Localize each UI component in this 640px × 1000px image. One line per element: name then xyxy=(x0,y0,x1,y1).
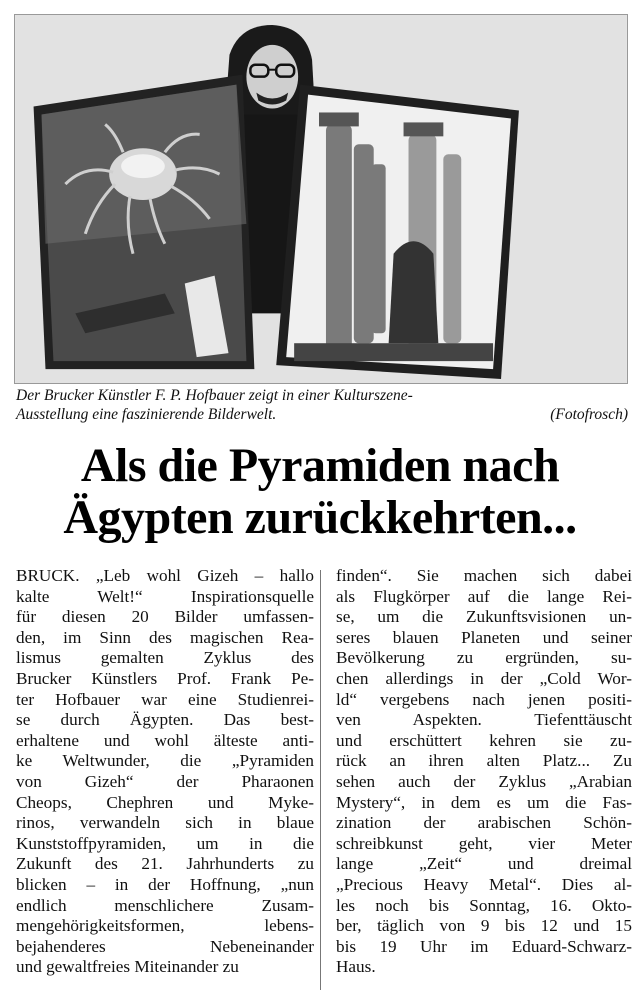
article-line: für diesen 20 Bilder umfassen- xyxy=(16,607,314,627)
article-line: den, im Sinn des magischen Rea- xyxy=(16,627,314,647)
article-line: mengehörigkeitsformen, lebens- xyxy=(16,916,314,936)
caption-line-1: Der Brucker Künstler F. P. Hofbauer zeigt in einer Kulturszene- xyxy=(16,387,413,404)
article-line: lismus gemalten Zyklus des xyxy=(16,648,314,668)
article-line: Haus. xyxy=(336,957,376,977)
article-line: ber, täglich von 9 bis 12 und 15 xyxy=(336,916,632,936)
article-column-right xyxy=(336,566,632,978)
article-line: Cheops, Chephren und Myke- xyxy=(16,792,314,812)
article-line: schreibkunst geht, vier Meter xyxy=(336,833,632,853)
caption-line-2: Ausstellung eine faszinierende Bilderwelt. xyxy=(16,406,277,423)
column-divider xyxy=(320,570,321,990)
article-line: bejahenderes Nebeneinander xyxy=(16,936,314,956)
article-line: rück an ihren alten Platz... Zu xyxy=(336,751,632,771)
article-line: sehen auch der Zyklus „Arabian xyxy=(336,771,632,791)
article-line: ter Hofbauer war eine Studienrei- xyxy=(16,689,314,709)
article-line: zination der arabischen Schön- xyxy=(336,813,632,833)
article-line: seres blauen Planeten und seiner xyxy=(336,627,632,647)
article-line: blicken – in der Hoffnung, „nun xyxy=(16,874,314,894)
article-line: bis 19 Uhr im Eduard-Schwarz- xyxy=(336,936,632,956)
headline-line-2: Ägypten zurückkehrten... xyxy=(63,491,577,544)
article-line: chen allerdings in der „Cold Wor- xyxy=(336,668,632,688)
article-headline xyxy=(0,440,640,544)
article-line: Mystery“, in dem es um die Fas- xyxy=(336,792,632,812)
article-line: von Gizeh“ der Pharaonen xyxy=(16,771,314,791)
article-line: Bevölkerung zu ergründen, su- xyxy=(336,648,632,668)
painting-columns xyxy=(276,85,519,379)
article-line: erhaltene und wohl älteste anti- xyxy=(16,730,314,750)
article-line: Kunststoffpyramiden, um in die xyxy=(16,833,314,853)
article-line: ld“ vergebens nach jenen positi- xyxy=(336,689,632,709)
photo-credit: (Fotofrosch) xyxy=(550,406,628,423)
photo-caption xyxy=(16,386,628,424)
article-column-left xyxy=(16,566,314,978)
article-line: se, um die Zukunftsvisionen un- xyxy=(336,607,632,627)
article-line: und erschüttert kehren sie zu- xyxy=(336,730,632,750)
article-line: finden“. Sie machen sich dabei xyxy=(336,566,632,585)
article-line: Brucker Künstlers Prof. Frank Pe- xyxy=(16,668,314,688)
article-line: ke Weltwunder, die „Pyramiden xyxy=(16,751,314,771)
painting-organism xyxy=(34,75,255,369)
article-line: BRUCK. „Leb wohl Gizeh – hallo xyxy=(16,566,314,585)
article-photo xyxy=(14,14,628,384)
article-line: als Flugkörper auf die lange Rei- xyxy=(336,586,632,606)
article-line: kalte Welt!“ Inspirationsquelle xyxy=(16,586,314,606)
article-line: se durch Ägypten. Das best- xyxy=(16,710,314,730)
article-line: und gewaltfreies Miteinander zu xyxy=(16,957,239,977)
article-line: lange „Zeit“ und dreimal xyxy=(336,854,632,874)
article-line: ven Aspekten. Tiefenttäuscht xyxy=(336,710,632,730)
article-line: Zukunft des 21. Jahrhunderts zu xyxy=(16,854,314,874)
photo-illustration xyxy=(15,15,627,383)
headline-line-1: Als die Pyramiden nach xyxy=(80,439,560,492)
article-line: endlich menschlichere Zusam- xyxy=(16,895,314,915)
article-line: rinos, verwandeln sich in blaue xyxy=(16,813,314,833)
article-line: les noch bis Sonntag, 16. Okto- xyxy=(336,895,632,915)
article-line: „Precious Heavy Metal“. Dies al- xyxy=(336,874,632,894)
